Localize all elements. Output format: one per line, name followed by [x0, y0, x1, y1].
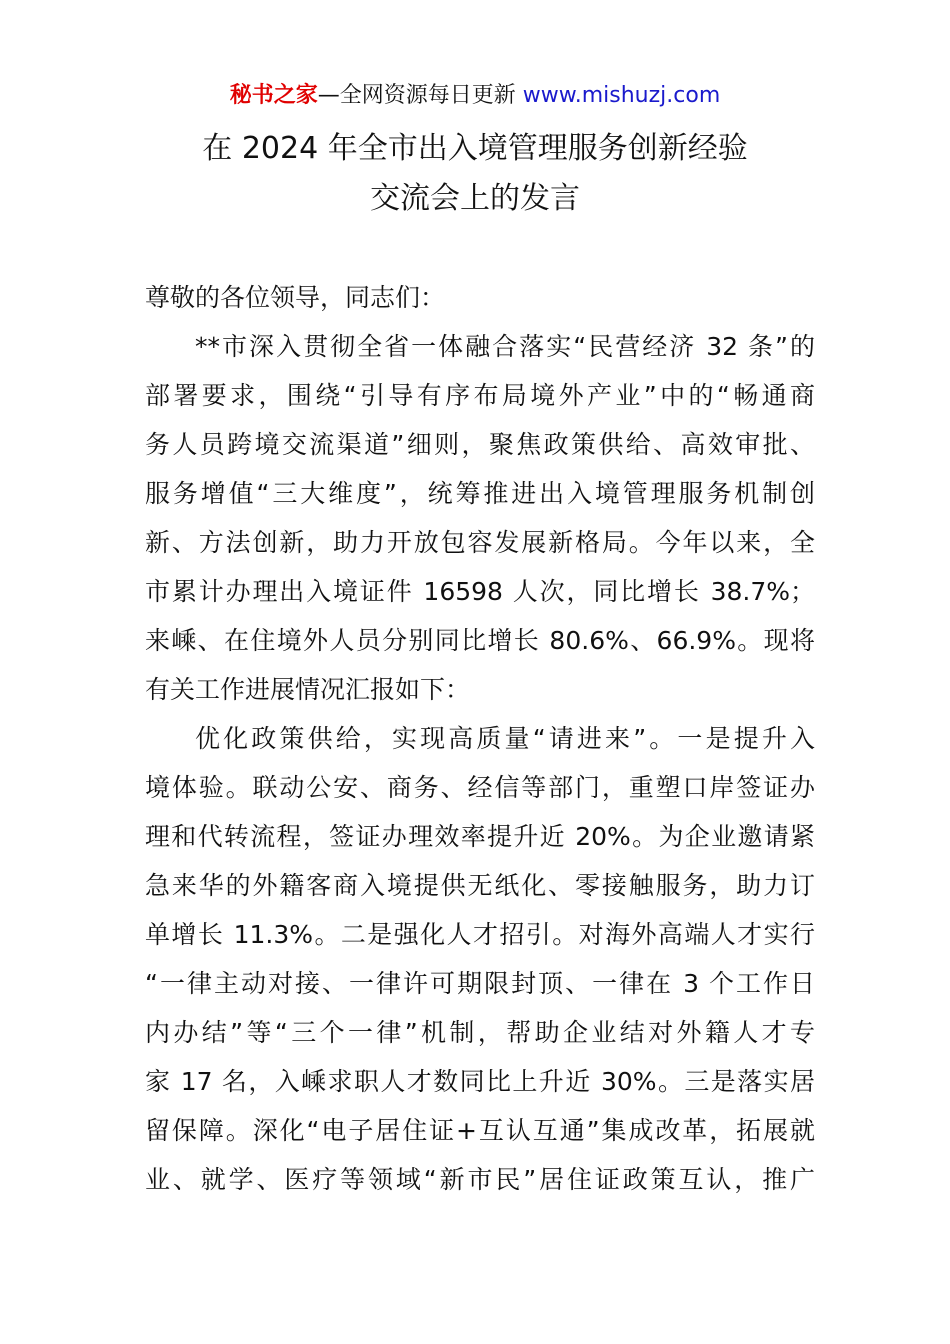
paragraph-line: **市深入贯彻全省一体融合落实“民营经济 32 条”的 — [195, 332, 815, 361]
paragraph-line: 服务增值“三大维度”，统筹推进出入境管理服务机制创 — [145, 479, 815, 508]
paragraph-line: 部署要求，围绕“引导有序布局境外产业”中的“畅通商 — [145, 381, 815, 410]
paragraph-line: 有关工作进展情况汇报如下： — [145, 675, 471, 704]
paragraph-2 — [145, 719, 815, 1209]
header-tagline: —全网资源每日更新 — [317, 83, 523, 108]
document-body — [145, 278, 815, 1209]
paragraph-line: 务人员跨境交流渠道”细则，聚焦政策供给、高效审批、 — [145, 430, 815, 459]
paragraph-line: 内办结”等“三个一律”机制，帮助企业结对外籍人才专 — [145, 1018, 815, 1047]
paragraph-line: 急来华的外籍客商入境提供无纸化、零接触服务，助力订 — [145, 871, 815, 900]
salutation: 尊敬的各位领导，同志们： — [145, 283, 446, 312]
paragraph-line: 境体验。联动公安、商务、经信等部门，重塑口岸签证办 — [145, 773, 815, 802]
document-title-line-2: 交流会上的发言 — [370, 181, 580, 216]
paragraph-1 — [145, 327, 815, 719]
paragraph-line: 家 17 名，入嵊求职人才数同比上升近 30%。三是落实居 — [145, 1067, 815, 1096]
paragraph-line: 优化政策供给，实现高质量“请进来”。一是提升入 — [195, 724, 815, 753]
document-title-line-1: 在 2024 年全市出入境管理服务创新经验 — [202, 131, 748, 166]
brand-name: 秘书之家 — [229, 83, 318, 108]
paragraph-line: 业、就学、医疗等领域“新市民”居住证政策互认，推广 — [145, 1165, 815, 1194]
paragraph-line: 来嵊、在住境外人员分别同比增长 80.6%、66.9%。现将 — [145, 626, 815, 655]
site-url-link[interactable]: www.mishuzj.com — [522, 83, 721, 108]
paragraph-line: 市累计办理出入境证件 16598 人次，同比增长 38.7%； — [145, 577, 815, 606]
paragraph-line: 单增长 11.3%。二是强化人才招引。对海外高端人才实行 — [145, 920, 815, 949]
paragraph-line: 理和代转流程，签证办理效率提升近 20%。为企业邀请紧 — [145, 822, 815, 851]
paragraph-line: “一律主动对接、一律许可期限封顶、一律在 3 个工作日 — [145, 969, 815, 998]
site-header — [0, 80, 950, 112]
paragraph-line: 留保障。深化“电子居住证+互认互通”集成改革，拓展就 — [145, 1116, 815, 1145]
paragraph-line: 新、方法创新，助力开放包容发展新格局。今年以来，全 — [145, 528, 815, 557]
